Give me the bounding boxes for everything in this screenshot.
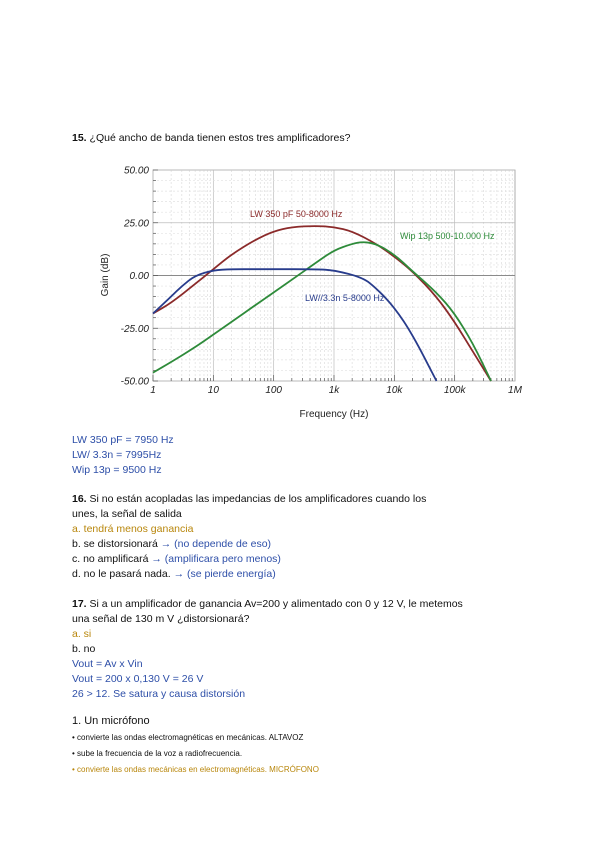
option-16-a: a. tendrá menos ganancia <box>72 523 194 535</box>
option-note: → (se pierde energía) <box>173 568 276 580</box>
question-text: Si a un amplificador de ganancia Av=200 y alimentado con 0 y 12 V, le metemos <box>89 598 463 610</box>
question-17 <box>72 598 463 610</box>
answer-15-3: Wip 13p = 9500 Hz <box>72 464 162 476</box>
question-text: ¿Qué ancho de banda tienen estos tres amplificadores? <box>89 132 351 144</box>
bullet-icon: • <box>72 749 75 758</box>
question-number: 17. <box>72 598 87 610</box>
question-16 <box>72 493 426 505</box>
option-17-a: a. si <box>72 628 92 640</box>
y-tick-label: -25.00 <box>120 323 149 335</box>
option-1-c <box>72 765 319 774</box>
question-16-cont: unes, la señal de salida <box>72 508 182 520</box>
question-number: 16. <box>72 493 87 505</box>
y-tick-label: 50.00 <box>123 165 149 177</box>
question-17-cont: una señal de 130 m V ¿distorsionará? <box>72 613 250 625</box>
x-axis-label: Frequency (Hz) <box>299 409 369 420</box>
question-number: 15. <box>72 132 87 144</box>
option-1-a <box>72 733 303 742</box>
bullet-icon: • <box>72 765 75 774</box>
bode-chart <box>90 155 530 425</box>
legend-lw350: LW 350 pF 50-8000 Hz <box>250 209 343 219</box>
question-1-title: 1. Un micrófono <box>72 715 150 727</box>
question-15 <box>72 131 350 146</box>
option-text: convierte las ondas electromagnéticas en mecánicas. ALTAVOZ <box>77 733 304 742</box>
answer-15-1: LW 350 pF = 7950 Hz <box>72 434 174 446</box>
option-1-b <box>72 749 242 758</box>
x-tick-label: 10k <box>386 385 403 396</box>
bullet-icon: • <box>72 733 75 742</box>
option-text: sube la frecuencia de la voz a radiofrecuencia. <box>77 749 243 758</box>
y-tick-label: 0.00 <box>129 271 149 282</box>
legend-lw33n: LW//3.3n 5-8000 Hz <box>305 293 385 303</box>
option-note: → (no depende de eso) <box>160 538 272 550</box>
option-text: convierte las ondas mecánicas en electromagnéticas. MICRÓFONO <box>77 765 319 774</box>
x-tick-label: 1 <box>150 385 156 396</box>
y-tick-label: 25.00 <box>123 218 149 230</box>
option-16-c <box>72 553 281 565</box>
legend-wip13p: Wip 13p 500-10.000 Hz <box>400 231 495 241</box>
work-17-2: Vout = 200 x 0,130 V = 26 V <box>72 673 204 685</box>
option-label: b. se distorsionará <box>72 538 158 550</box>
y-tick-label: -50.00 <box>120 376 149 388</box>
work-17-1: Vout = Av x Vin <box>72 658 143 670</box>
x-tick-label: 1M <box>508 385 522 396</box>
x-tick-label: 100 <box>265 385 283 396</box>
option-17-b: b. no <box>72 643 96 655</box>
answer-15-2: LW/ 3.3n = 7995Hz <box>72 449 162 461</box>
option-note: → (amplificara pero menos) <box>151 553 281 565</box>
question-text: Si no están acopladas las impedancias de los amplificadores cuando los <box>89 493 427 505</box>
option-label: c. no amplificará <box>72 553 149 565</box>
x-tick-label: 1k <box>328 385 340 396</box>
work-17-3: 26 > 12. Se satura y causa distorsión <box>72 688 246 700</box>
option-16-b <box>72 538 271 550</box>
y-axis-label: Gain (dB) <box>100 253 111 297</box>
option-16-d <box>72 568 276 580</box>
option-label: d. no le pasará nada. <box>72 568 171 580</box>
x-tick-label: 100k <box>443 385 466 396</box>
x-tick-label: 10 <box>207 385 219 396</box>
